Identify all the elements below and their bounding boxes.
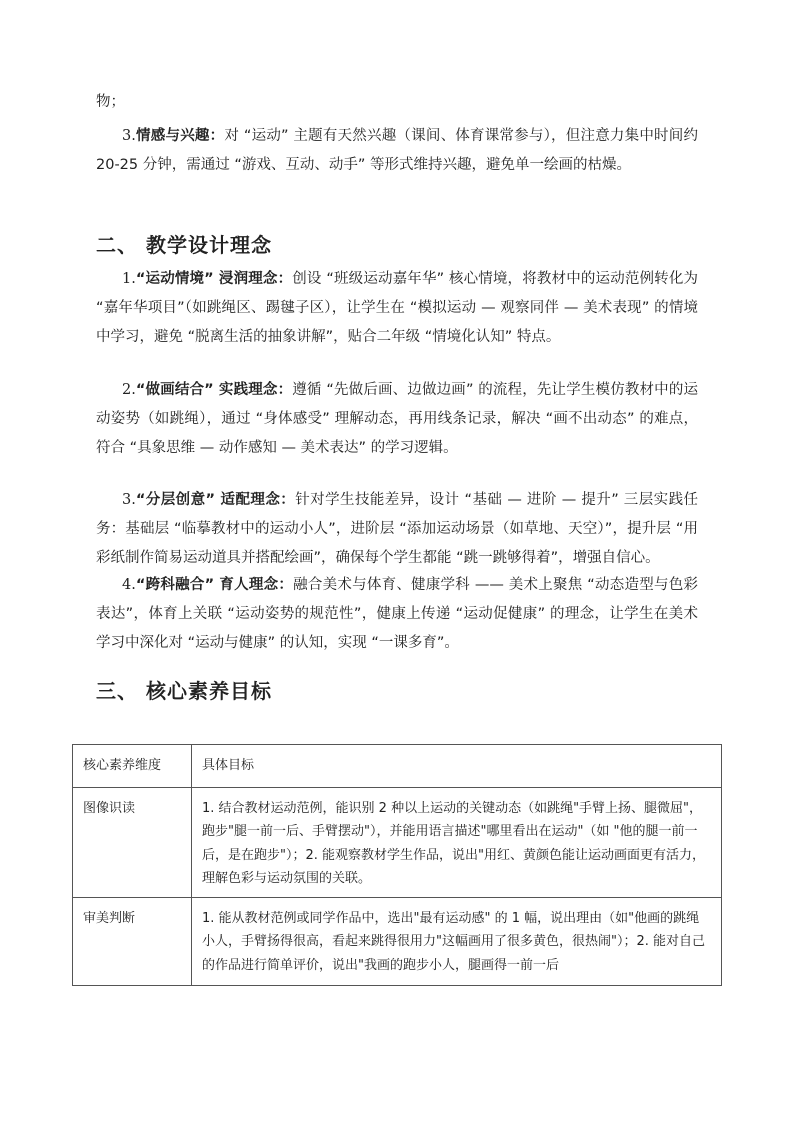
dimension-cell: 图像识读 — [73, 787, 192, 897]
item-number: 2. — [122, 382, 136, 398]
header-cell-dimension: 核心素养维度 — [73, 745, 192, 788]
item-number: 1. — [122, 271, 136, 287]
paragraph-continuation — [96, 88, 698, 117]
goal-text: 1. 能从教材范例或同学作品中，选出"最有运动感" 的 1 幅，说出理由（如"他画的跳绳小人，手臂扬得很高，看起来跳得很用力"这幅画用了很多黄色，很热闹"）；2. 能对自己的作品进行简单评价，说出"我画的跑步小人，腿画得一前一后 — [202, 910, 705, 973]
paragraph-concept-1 — [96, 265, 698, 352]
item-number: 3. — [122, 492, 136, 508]
paragraph-concept-2 — [96, 376, 698, 463]
item-text: 遵循 “先做后画、边做边画” 的流程，先让学生模仿教材中的运动姿势（如跳绳），通过 “身体感受” 理解动态，再用线条记录，解决 “画不出动态” 的难点，符合 “具象思维 — 动作感知 — 美术表达” 的学习逻辑。 — [96, 382, 698, 456]
goal-cell — [192, 897, 722, 985]
goal-cell — [192, 787, 722, 897]
goal-text: 1. 结合教材运动范例，能识别 2 种以上运动的关键动态（如跳绳"手臂上扬、腿微屈"，跑步"腿一前一后、手臂摆动"），并能用语言描述"哪里看出在运动"（如 "他的腿一前一后，是在跑步"）；2. 能观察教材学生作品，说出"用红、黄颜色能让运动画面更有活力，理解色彩与运动氛围的关联。 — [202, 800, 705, 886]
paragraph-concept-4 — [96, 571, 698, 658]
table-row — [73, 897, 722, 985]
item-title: “跨科融合” 育人理念： — [135, 577, 294, 593]
section-heading-design-concept: 二、 教学设计理念 — [96, 233, 272, 257]
item-title: “分层创意” 适配理念： — [135, 492, 296, 508]
core-goals-table — [72, 744, 722, 986]
paragraph-concept-3 — [96, 486, 698, 573]
item-number: 4. — [122, 577, 136, 593]
item-text: 对 “运动” 主题有天然兴趣（课间、体育课常参与），但注意力集中时间约 20-25 分钟，需通过 “游戏、互动、动手” 等形式维持兴趣，避免单一绘画的枯燥。 — [96, 128, 698, 173]
item-text: 融合美术与体育、健康学科 —— 美术上聚焦 “动态造型与色彩表达”，体育上关联 “运动姿势的规范性”，健康上传递 “运动促健康” 的理念，让学生在美术学习中深化对 “运动与健康” 的认知，实现 “一课多育”。 — [96, 577, 699, 651]
item-text: 针对学生技能差异，设计 “基础 — 进阶 — 提升” 三层实践任务：基础层 “临摹教材中的运动小人”，进阶层 “添加运动场景（如草地、天空）”，提升层 “用彩纸制作简易运动道具并搭配绘画”，确保每个学生都能 “跳一跳够得着”，增强自信心。 — [96, 492, 698, 566]
item-title: “运动情境” 浸润理念： — [135, 271, 293, 287]
item-text: 创设 “班级运动嘉年华” 核心情境，将教材中的运动范例转化为 “嘉年华项目”（如跳绳区、踢毽子区），让学生在 “模拟运动 — 观察同伴 — 美术表现” 的情境中学习，避免 “脱离生活的抽象讲解”，贴合二年级 “情境化认知” 特点。 — [96, 271, 698, 345]
item-title: 情感与兴趣： — [135, 128, 225, 144]
continuation-text: 物； — [96, 94, 125, 110]
item-title: “做画结合” 实践理念： — [135, 382, 293, 398]
dimension-cell: 审美判断 — [73, 897, 192, 985]
header-cell-goal: 具体目标 — [192, 745, 722, 788]
table-row — [73, 787, 722, 897]
item-number: 3. — [122, 128, 136, 144]
table-header-row — [73, 745, 722, 788]
section-heading-core-goals: 三、 核心素养目标 — [96, 679, 272, 703]
paragraph-emotion-interest — [96, 122, 698, 180]
